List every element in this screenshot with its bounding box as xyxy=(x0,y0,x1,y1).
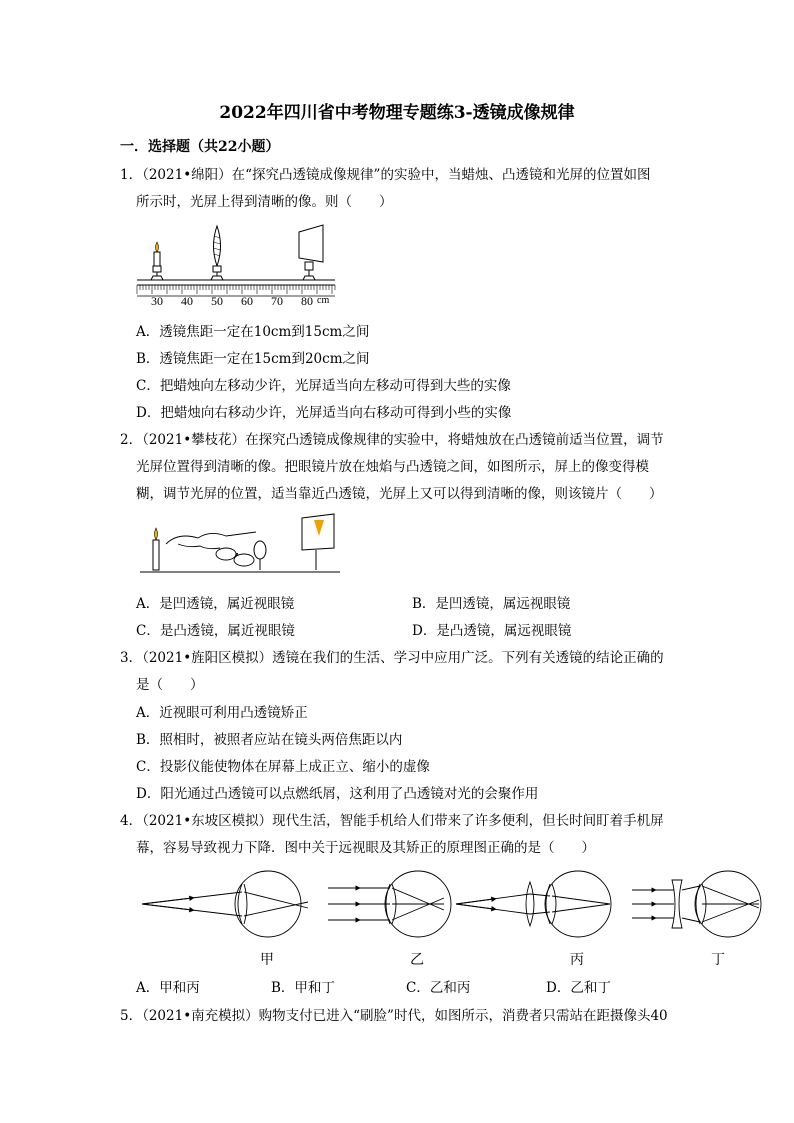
q3-option-b: B．照相时，被照者应站在镜头两倍焦距以内 xyxy=(136,732,403,748)
eye-diagram-bing xyxy=(456,871,611,937)
q5-line-1: 5．（2021•南充模拟）购物支付已进入“刷脸”时代，如图所示，消费者只需站在距摄像头40 xyxy=(120,1008,668,1024)
q3-option-d: D．阳光通过凸透镜可以点燃纸屑，这利用了凸透镜对光的会聚作用 xyxy=(136,786,539,802)
q2-line-1: 2．（2021•攀枝花）在探究凸透镜成像规律的实验中，将蜡烛放在凸透镜前适当位置，调节 xyxy=(120,432,664,448)
q4-line-2: 幕，容易导致视力下降．图中关于远视眼及其矫正的原理图正确的是（ ） xyxy=(136,840,595,856)
ruler-label-50: 50 xyxy=(211,294,223,308)
section-heading: 一．选择题（共22小题） xyxy=(120,139,280,155)
q4-option-d: D．乙和丁 xyxy=(546,980,611,996)
hand-holding-glasses-icon xyxy=(166,532,256,566)
q1-line-2: 所示时，光屏上得到清晰的像。则（ ） xyxy=(136,194,393,210)
diagram-label-ding: 丁 xyxy=(711,953,725,968)
q3-option-a: A．近视眼可利用凸透镜矫正 xyxy=(136,705,308,721)
q3-option-c: C．投影仪能使物体在屏幕上成正立、缩小的虚像 xyxy=(136,759,430,775)
q4-option-b: B．甲和丁 xyxy=(271,980,335,996)
eye-diagram-ding xyxy=(632,871,761,937)
q1-option-a: A．透镜焦距一定在10cm到15cm之间 xyxy=(136,324,370,340)
light-screen-icon xyxy=(299,225,323,262)
q2-option-d: D．是凸透镜，属远视眼镜 xyxy=(412,623,572,639)
convex-lens-icon xyxy=(254,541,266,570)
light-screen-icon xyxy=(302,514,334,570)
q4-eye-diagrams-figure xyxy=(138,866,763,970)
ruler-label-80: 80 xyxy=(301,294,313,308)
diagram-label-yi: 乙 xyxy=(410,953,424,968)
q2-option-b: B．是凹透镜，属远视眼镜 xyxy=(412,596,571,612)
diagram-label-bing: 丙 xyxy=(570,953,584,968)
q1-option-d: D．把蜡烛向右移动少许，光屏适当向右移动可得到小些的实像 xyxy=(136,405,512,421)
q4-line-1: 4．（2021•东坡区模拟）现代生活，智能手机给人们带来了许多便利，但长时间盯着手机屏 xyxy=(120,813,664,829)
ruler-label-40: 40 xyxy=(181,294,193,308)
ruler-label-60: 60 xyxy=(241,294,253,308)
q1-option-b: B．透镜焦距一定在15cm到20cm之间 xyxy=(136,351,370,367)
candle-icon xyxy=(154,242,160,266)
q2-line-2: 光屏位置得到清晰的像。把眼镜片放在烛焰与凸透镜之间，如图所示，屏上的像变得模 xyxy=(136,459,649,475)
q2-line-3: 糊，调节光屏的位置，适当靠近凸透镜，光屏上又可以得到清晰的像，则该镜片（ ） xyxy=(136,486,663,502)
page-title: 2022年四川省中考物理专题练3-透镜成像规律 xyxy=(219,103,575,123)
eye-diagram-yi xyxy=(328,871,451,937)
q4-option-c: C．乙和丙 xyxy=(406,980,471,996)
q1-optical-bench-figure xyxy=(135,222,340,310)
ruler-label-30: 30 xyxy=(151,294,163,308)
q1-line-1: 1．（2021•绵阳）在“探究凸透镜成像规律”的实验中，当蜡烛、凸透镜和光屏的位置如图 xyxy=(120,167,651,183)
convex-lens-icon xyxy=(214,226,221,266)
diagram-label-jia: 甲 xyxy=(260,953,274,968)
q2-option-a: A．是凹透镜，属近视眼镜 xyxy=(136,596,295,612)
q3-line-1: 3．（2021•旌阳区模拟）透镜在我们的生活、学习中应用广泛。下列有关透镜的结论正确的 xyxy=(120,650,664,666)
ruler-unit: cm xyxy=(317,295,330,306)
q4-option-a: A．甲和丙 xyxy=(136,980,200,996)
candle-icon xyxy=(153,528,159,570)
q1-option-c: C．把蜡烛向左移动少许，光屏适当向左移动可得到大些的实像 xyxy=(136,378,511,394)
q2-eyeglass-experiment-figure xyxy=(138,510,343,578)
eye-diagram-jia xyxy=(142,871,308,937)
q2-option-c: C．是凸透镜，属近视眼镜 xyxy=(136,623,295,639)
q3-line-2: 是（ ） xyxy=(136,677,204,693)
ruler-label-70: 70 xyxy=(271,294,283,308)
